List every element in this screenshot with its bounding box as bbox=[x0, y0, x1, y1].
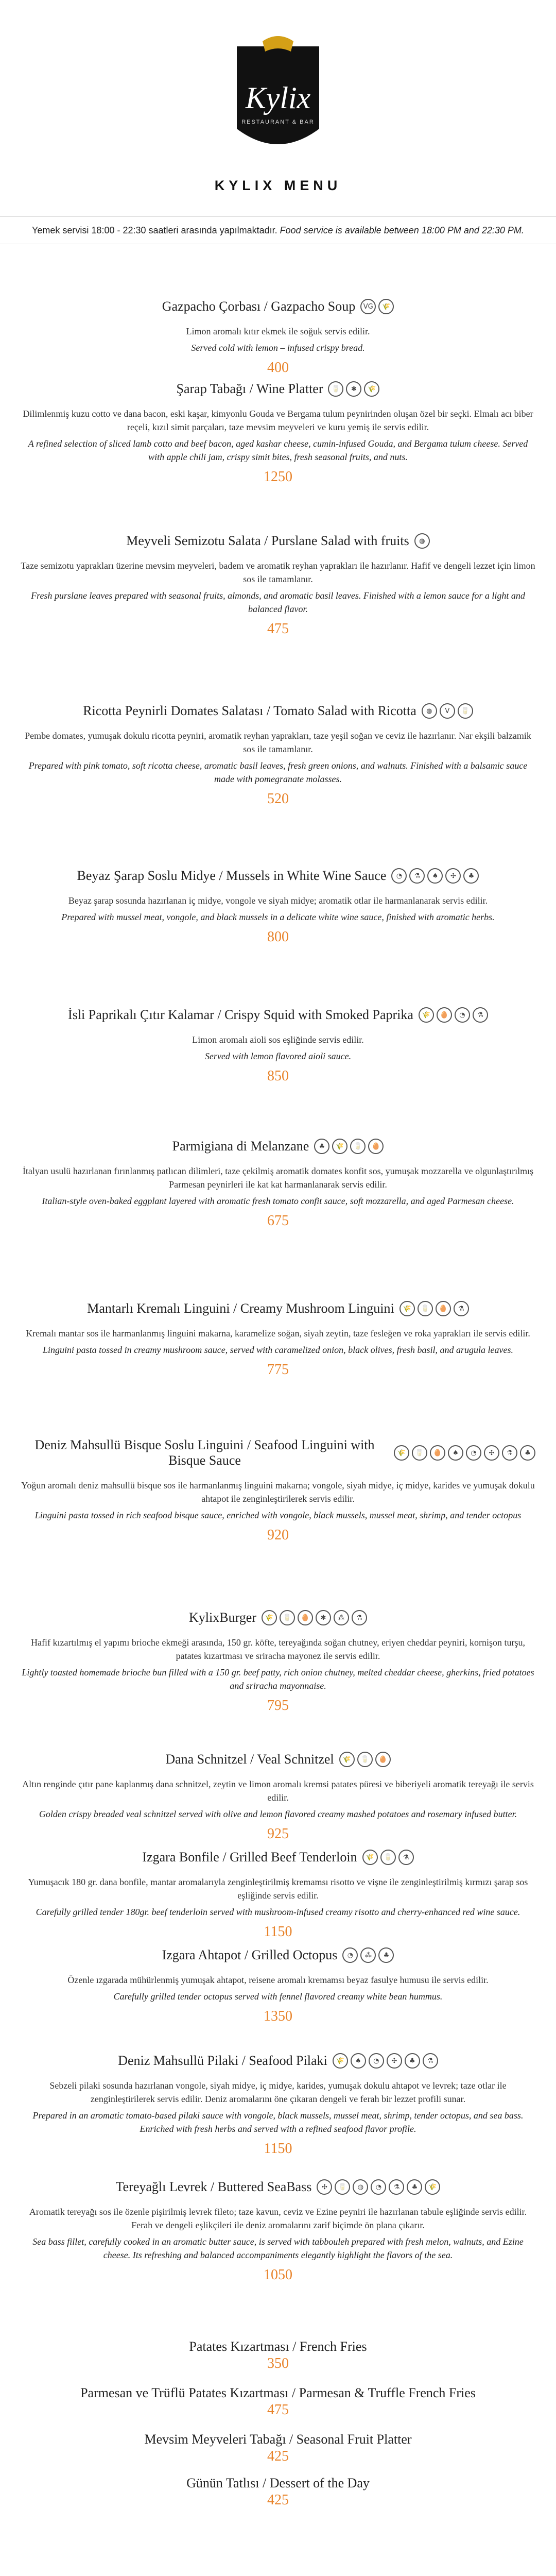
sulphite-icon: ⚗ bbox=[473, 1007, 488, 1023]
gluten-icon: 🌾 bbox=[262, 1610, 277, 1625]
side-item-price: 425 bbox=[267, 2492, 289, 2508]
allergen-icons bbox=[328, 381, 379, 397]
menu-title: KYLIX MENU bbox=[214, 178, 342, 193]
menu-item-price: 920 bbox=[267, 1527, 289, 1543]
egg-icon: 🥚 bbox=[298, 1610, 313, 1625]
side-item bbox=[21, 2432, 535, 2465]
menu-item-desc-en: Golden crispy breaded veal schnitzel served with olive and lemon flavored creamy mashed potatoes and rosemary infused butter. bbox=[39, 1809, 517, 1819]
menu-item-title: KylixBurger bbox=[189, 1610, 256, 1625]
menu-item-desc-en: Prepared in an aromatic tomato-based pilaki sauce with vongole, black mussels, mussel meat, shrimp, tender octopus, and sea bass. Enriched with fresh herbs and served with a refined seafood flavor profile. bbox=[32, 2110, 524, 2134]
service-hours-tr: Yemek servisi 18:00 - 22:30 saatleri arasında yapılmaktadır. bbox=[32, 225, 277, 235]
menu-item-desc-tr: Limon aromalı kıtır ekmek ile soğuk servis edilir. bbox=[186, 326, 370, 336]
menu-item bbox=[21, 868, 535, 945]
allergen-icons bbox=[422, 703, 473, 719]
menu-item-title: Izgara Ahtapot / Grilled Octopus bbox=[162, 1947, 338, 1962]
menu-item-desc-en: Served with lemon flavored aioli sauce. bbox=[204, 1051, 352, 1061]
mollusc-icon: ◔ bbox=[455, 1007, 470, 1023]
egg-icon: 🥚 bbox=[437, 1007, 452, 1023]
menu-item-title-row bbox=[21, 1850, 535, 1865]
menu-item-desc-tr: Dilimlenmiş kuzu cotto ve dana bacon, eski kaşar, kimyonlu Gouda ve Bergama tulum peynirinden oluşan özel bir seçki. Elmalı acı biber reçeli, kızıl simit parçaları, taze mevsim meyveleri ve kuru yemiş ile servis edilir. bbox=[23, 409, 533, 432]
menu-item-desc-en: Served cold with lemon – infused crispy bread. bbox=[191, 343, 365, 353]
side-item-title: Mevsim Meyveleri Tabağı / Seasonal Fruit Platter bbox=[144, 2432, 412, 2447]
gluten-icon: 🌾 bbox=[419, 1007, 434, 1023]
menu-item-desc-tr: Beyaz şarap sosunda hazırlanan iç midye, vongole ve siyah midye; aromatik otlar ile harmanlanarak servis edilir. bbox=[68, 895, 488, 906]
gluten-icon: 🌾 bbox=[378, 299, 394, 314]
menu-item-title: Dana Schnitzel / Veal Schnitzel bbox=[165, 1752, 334, 1767]
menu-item-price: 850 bbox=[267, 1068, 289, 1084]
side-item-price: 425 bbox=[267, 2448, 289, 2464]
vegetarian-icon: V bbox=[440, 703, 455, 719]
menu-item bbox=[21, 1610, 535, 1714]
menu-item-price: 1150 bbox=[264, 1924, 292, 1940]
allergen-icons bbox=[314, 1139, 384, 1154]
allergen-icons bbox=[317, 2179, 440, 2195]
milk-icon: 🥛 bbox=[458, 703, 473, 719]
menu-item-title: Mantarlı Kremalı Linguini / Creamy Mushroom Linguini bbox=[87, 1301, 394, 1316]
milk-icon: 🥛 bbox=[412, 1445, 427, 1461]
allergen-icons bbox=[342, 1947, 394, 1963]
side-item bbox=[21, 2385, 535, 2418]
menu-item-price: 400 bbox=[267, 360, 289, 376]
menu-item-title: Deniz Mahsullü Pilaki / Seafood Pilaki bbox=[118, 2053, 327, 2068]
menu-item-desc-tr: Taze semizotu yaprakları üzerine mevsim meyveleri, badem ve aromatik reyhan yaprakları ile hazırlanır. Hafif ve dengeli lezzet için limon sos ile tamamlanır. bbox=[21, 561, 535, 584]
nuts-icon: ◍ bbox=[414, 533, 430, 549]
celery-icon: ♣ bbox=[378, 1947, 394, 1963]
menu-item bbox=[21, 2053, 535, 2157]
mollusc-icon: ◔ bbox=[369, 2053, 384, 2069]
menu-item-price: 1250 bbox=[264, 469, 292, 485]
menu-item-desc-en: Carefully grilled tender octopus served with fennel flavored creamy white bean hummus. bbox=[113, 1991, 443, 2002]
sesame-icon: ⁂ bbox=[334, 1610, 349, 1625]
mustard-icon: ✱ bbox=[346, 381, 361, 397]
allergen-icons bbox=[391, 868, 479, 884]
allergen-icons bbox=[362, 1850, 414, 1865]
menu-item-desc-en: Sea bass fillet, carefully cooked in an aromatic butter sauce, is served with tabbouleh prepared with fresh melon, walnuts, and Ezine cheese. Its refreshing and balanced accompaniments elegantly highlight the flavors of the sea. bbox=[32, 2236, 524, 2260]
menu-item-price: 775 bbox=[267, 1362, 289, 1378]
menu-item-title: Parmigiana di Melanzane bbox=[172, 1139, 309, 1154]
menu-item-desc-en: Lightly toasted homemade brioche bun filled with a 150 gr. beef patty, rich onion chutney, melted cheddar cheese, gherkins, fried potatoes and sriracha mayonnaise. bbox=[22, 1667, 534, 1691]
sesame-icon: ⁂ bbox=[360, 1947, 376, 1963]
menu-item-desc-tr: Sebzeli pilaki sosunda hazırlanan vongole, siyah midye, iç midye, karides, yumuşak dokulu ahtapot ve levrek; taze otlar ile zenginleştirilerek servis edilir. Deniz aromalarını öne çıkaran dengeli ve ferah bir lezzet profili sunar. bbox=[49, 2080, 507, 2104]
menu-item-title-row bbox=[21, 381, 535, 397]
sulphite-icon: ⚗ bbox=[409, 868, 425, 884]
allergen-icons bbox=[414, 533, 430, 549]
nuts-icon: ◍ bbox=[422, 703, 437, 719]
menu-item-price: 1350 bbox=[264, 2008, 292, 2024]
menu-item bbox=[21, 1139, 535, 1229]
side-item-price: 350 bbox=[267, 2355, 289, 2371]
milk-icon: 🥛 bbox=[380, 1850, 396, 1865]
allergen-icons bbox=[333, 2053, 438, 2069]
side-item bbox=[21, 2476, 535, 2509]
mollusc-icon: ◔ bbox=[466, 1445, 481, 1461]
gluten-icon: 🌾 bbox=[332, 1139, 348, 1154]
menu-item-price: 925 bbox=[267, 1826, 289, 1842]
menu-item-price: 795 bbox=[267, 1698, 289, 1714]
menu-item bbox=[21, 533, 535, 637]
menu-item bbox=[21, 2179, 535, 2283]
milk-icon: 🥛 bbox=[280, 1610, 295, 1625]
sulphite-icon: ⚗ bbox=[398, 1850, 414, 1865]
gluten-icon: 🌾 bbox=[364, 381, 379, 397]
side-item bbox=[21, 2339, 535, 2372]
menu-item-desc-tr: Aromatik tereyağı sos ile özenle pişirilmiş levrek fileto; taze kavun, ceviz ve Ezine peyniri ile hazırlanan tabule eşliğinde servis edilir. Ferah ve dengeli eşlikçileri ile deniz aromalarını zarif biçimde ön plana çıkarır. bbox=[29, 2207, 527, 2230]
menu-item-title-row bbox=[21, 1301, 535, 1316]
celery-icon: ♣ bbox=[407, 2179, 422, 2195]
fish-icon: ✣ bbox=[317, 2179, 332, 2195]
menu-item-price: 800 bbox=[267, 929, 289, 945]
celery-icon: ♣ bbox=[463, 868, 479, 884]
gluten-icon: 🌾 bbox=[333, 2053, 348, 2069]
menu-item-desc-tr: Özenle ızgarada mühürlenmiş yumuşak ahtapot, reisene aromalı kremamsı beyaz fasulye humusu ile servis edilir. bbox=[67, 1975, 489, 1985]
menu-item-title-row bbox=[21, 703, 535, 719]
fish-icon: ✣ bbox=[484, 1445, 499, 1461]
menu-item-desc-tr: Limon aromalı aioli sos eşliğinde servis edilir. bbox=[192, 1035, 364, 1045]
service-hours-bar bbox=[0, 216, 556, 244]
shellfish-icon: ♠ bbox=[351, 2053, 366, 2069]
menu-item-title: Gazpacho Çorbası / Gazpacho Soup bbox=[162, 299, 356, 314]
mollusc-icon: ◔ bbox=[371, 2179, 386, 2195]
menu-item-title-row bbox=[21, 2053, 535, 2069]
menu-item bbox=[21, 1947, 535, 2025]
sulphite-icon: ⚗ bbox=[352, 1610, 367, 1625]
menu-item-price: 1150 bbox=[264, 2141, 292, 2157]
menu-item bbox=[21, 381, 535, 485]
menu-item-desc-en: Linguini pasta tossed in rich seafood bisque sauce, enriched with vongole, black mussels, mussel meat, shrimp, and tender octopus bbox=[34, 1510, 522, 1520]
side-item-title: Günün Tatlısı / Dessert of the Day bbox=[186, 2476, 370, 2490]
menu-item-title: Izgara Bonfile / Grilled Beef Tenderloin bbox=[142, 1850, 357, 1865]
celery-icon: ♣ bbox=[314, 1139, 329, 1154]
menu-item-price: 1050 bbox=[264, 2267, 292, 2283]
celery-icon: ♣ bbox=[405, 2053, 420, 2069]
menu-item-title-row bbox=[21, 2179, 535, 2195]
menu-item-title: Meyveli Semizotu Salata / Purslane Salad with fruits bbox=[126, 533, 409, 548]
menu-item-title-row bbox=[21, 1007, 535, 1023]
menu-item-desc-en: Prepared with mussel meat, vongole, and black mussels in a delicate white wine sauce, finished with aromatic herbs. bbox=[61, 912, 495, 922]
logo-word: Kylix bbox=[245, 81, 311, 115]
menu-item-title-row bbox=[21, 299, 535, 314]
menu-item bbox=[21, 1437, 535, 1544]
allergen-icons bbox=[262, 1610, 367, 1625]
menu-item-title: Tereyağlı Levrek / Buttered SeaBass bbox=[115, 2179, 312, 2194]
menu-item-title-row bbox=[21, 1947, 535, 1963]
gluten-icon: 🌾 bbox=[362, 1850, 378, 1865]
mustard-icon: ✱ bbox=[316, 1610, 331, 1625]
menu-item-title-row bbox=[21, 1752, 535, 1767]
menu-item bbox=[21, 299, 535, 376]
menu-item-desc-en: Fresh purslane leaves prepared with seasonal fruits, almonds, and aromatic basil leaves. Finished with a lemon sauce for a light and balanced flavor. bbox=[31, 590, 525, 614]
menu-item-desc-en: Carefully grilled tender 180gr. beef tenderloin served with mushroom-infused creamy risotto and cherry-enhanced red wine sauce. bbox=[36, 1907, 520, 1917]
menu-item-title-row bbox=[21, 868, 535, 884]
service-hours-en: Food service is available between 18:00 PM and 22:30 PM. bbox=[280, 225, 524, 235]
mollusc-icon: ◔ bbox=[391, 868, 407, 884]
kylix-logo bbox=[227, 31, 329, 160]
sulphite-icon: ⚗ bbox=[389, 2179, 404, 2195]
nuts-icon: ◍ bbox=[353, 2179, 368, 2195]
sulphite-icon: ⚗ bbox=[502, 1445, 517, 1461]
menu-item-desc-tr: Yumuşacık 180 gr. dana bonfile, mantar aromalarıyla zenginleştirilmiş kremamsı risotto ve vişne ile zenginleştirilmiş kırmızı şarap sos eşliğinde servis edilir. bbox=[28, 1877, 528, 1901]
logo bbox=[0, 31, 556, 162]
menu-item-desc-en: Linguini pasta tossed in creamy mushroom sauce, served with caramelized onion, black olives, fresh basil, and arugula leaves. bbox=[43, 1345, 513, 1355]
milk-icon: 🥛 bbox=[350, 1139, 366, 1154]
menu-item-desc-en: Prepared with pink tomato, soft ricotta cheese, aromatic basil leaves, fresh green onions, and walnuts. Finished with a balsamic sauce made with pomegranate molasses. bbox=[28, 760, 528, 784]
menu-item-price: 520 bbox=[267, 791, 289, 807]
allergen-icons bbox=[339, 1752, 391, 1767]
menu-item bbox=[21, 703, 535, 807]
menu-item-desc-en: Italian-style oven-baked eggplant layered with aromatic fresh tomato confit sauce, soft mozzarella, and aged Parmesan cheese. bbox=[42, 1196, 514, 1206]
milk-icon: 🥛 bbox=[335, 2179, 350, 2195]
milk-icon: 🥛 bbox=[418, 1301, 433, 1316]
menu-item-desc-tr: Hafif kızartılmış el yapımı brioche ekmeği arasında, 150 gr. köfte, tereyağında soğan chutney, eriyen cheddar peyniri, kornişon turşu, patates kızartması ve sriracha mayonez ile servis edilir. bbox=[30, 1637, 526, 1661]
gluten-icon: 🌾 bbox=[425, 2179, 440, 2195]
fish-icon: ✣ bbox=[387, 2053, 402, 2069]
menu-item bbox=[21, 1007, 535, 1084]
menu-item bbox=[21, 1850, 535, 1940]
menu-item-desc-tr: Kremalı mantar sos ile harmanlanmış linguini makarna, karamelize soğan, siyah zeytin, taze fesleğen ve roka yaprakları ile servis edilir. bbox=[26, 1328, 530, 1338]
celery-icon: ♣ bbox=[520, 1445, 535, 1461]
menu-item-title-row bbox=[21, 1437, 535, 1468]
fish-icon: ✣ bbox=[445, 868, 461, 884]
logo-sub: RESTAURANT & BAR bbox=[241, 119, 315, 125]
menu-item-price: 475 bbox=[267, 621, 289, 637]
menu-item-desc-tr: Pembe domates, yumuşak dokulu ricotta peyniri, aromatik reyhan yaprakları, taze yeşil soğan ve ceviz ile hazırlanır. Nar ekşili balzamik sos ile tamamlanır. bbox=[25, 731, 531, 754]
allergen-icons bbox=[419, 1007, 488, 1023]
egg-icon: 🥚 bbox=[430, 1445, 445, 1461]
menu-item-price: 675 bbox=[267, 1213, 289, 1229]
menu-item-desc-tr: Altın renginde çıtır pane kaplanmış dana schnitzel, zeytin ve limon aromalı kremsi patates püresi ve biberiyeli aromatik tereyağı ile servis edilir. bbox=[22, 1779, 534, 1803]
menu-item-title: Deniz Mahsullü Bisque Soslu Linguini / Seafood Linguini with Bisque Sauce bbox=[34, 1437, 375, 1468]
allergen-icons bbox=[399, 1301, 469, 1316]
menu-item-desc-tr: İtalyan usulü hazırlanan fırınlanmış patlıcan dilimleri, taze çekilmiş aromatik domates konfit sos, yumuşak mozzarella ve olgunlaştırılmış Parmesan peynirleri ile kat kat harmanlanarak servis edilir. bbox=[22, 1166, 534, 1190]
menu-item-title: İsli Paprikalı Çıtır Kalamar / Crispy Squid with Smoked Paprika bbox=[68, 1007, 413, 1022]
allergen-icons bbox=[360, 299, 394, 314]
milk-icon: 🥛 bbox=[357, 1752, 373, 1767]
menu-item-title-row bbox=[21, 1610, 535, 1625]
allergen-icons bbox=[394, 1445, 535, 1461]
menu-item-desc-tr: Yoğun aromalı deniz mahsullü bisque sos ile harmanlanmış linguini makarna; vongole, siyah midye, iç midye, karides ve yumuşak dokulu ahtapot ile zenginleştirilerek servis edilir. bbox=[21, 1480, 535, 1504]
side-item-price: 475 bbox=[267, 2402, 289, 2418]
menu-item bbox=[21, 1752, 535, 1842]
gluten-icon: 🌾 bbox=[339, 1752, 355, 1767]
egg-icon: 🥚 bbox=[375, 1752, 391, 1767]
egg-icon: 🥚 bbox=[436, 1301, 451, 1316]
side-item-title: Patates Kızartması / French Fries bbox=[189, 2339, 367, 2354]
egg-icon: 🥚 bbox=[368, 1139, 384, 1154]
sulphite-icon: ⚗ bbox=[423, 2053, 438, 2069]
sulphite-icon: ⚗ bbox=[454, 1301, 469, 1316]
shellfish-icon: ♠ bbox=[427, 868, 443, 884]
side-item-title: Parmesan ve Trüflü Patates Kızartması / Parmesan & Truffle French Fries bbox=[80, 2385, 476, 2400]
menu-item-desc-en: A refined selection of sliced lamb cotto and beef bacon, aged kashar cheese, cumin-infused Gouda, and Bergama tulum cheese. Served with apple chili jam, crispy simit bites, fresh seasonal fruits, and nuts. bbox=[28, 438, 528, 462]
menu-item bbox=[21, 1301, 535, 1378]
menu-item-title: Ricotta Peynirli Domates Salatası / Tomato Salad with Ricotta bbox=[83, 703, 416, 718]
menu-item-title-row bbox=[21, 533, 535, 549]
gluten-icon: 🌾 bbox=[399, 1301, 415, 1316]
shellfish-icon: ♠ bbox=[448, 1445, 463, 1461]
vegan-icon: VG bbox=[360, 299, 376, 314]
menu-item-title-row bbox=[21, 1139, 535, 1154]
menu-item-title: Beyaz Şarap Soslu Midye / Mussels in White Wine Sauce bbox=[77, 868, 387, 883]
mollusc-icon: ◔ bbox=[342, 1947, 358, 1963]
menu-item-title: Şarap Tabağı / Wine Platter bbox=[176, 381, 323, 396]
milk-icon: 🥛 bbox=[328, 381, 343, 397]
gluten-icon: 🌾 bbox=[394, 1445, 409, 1461]
